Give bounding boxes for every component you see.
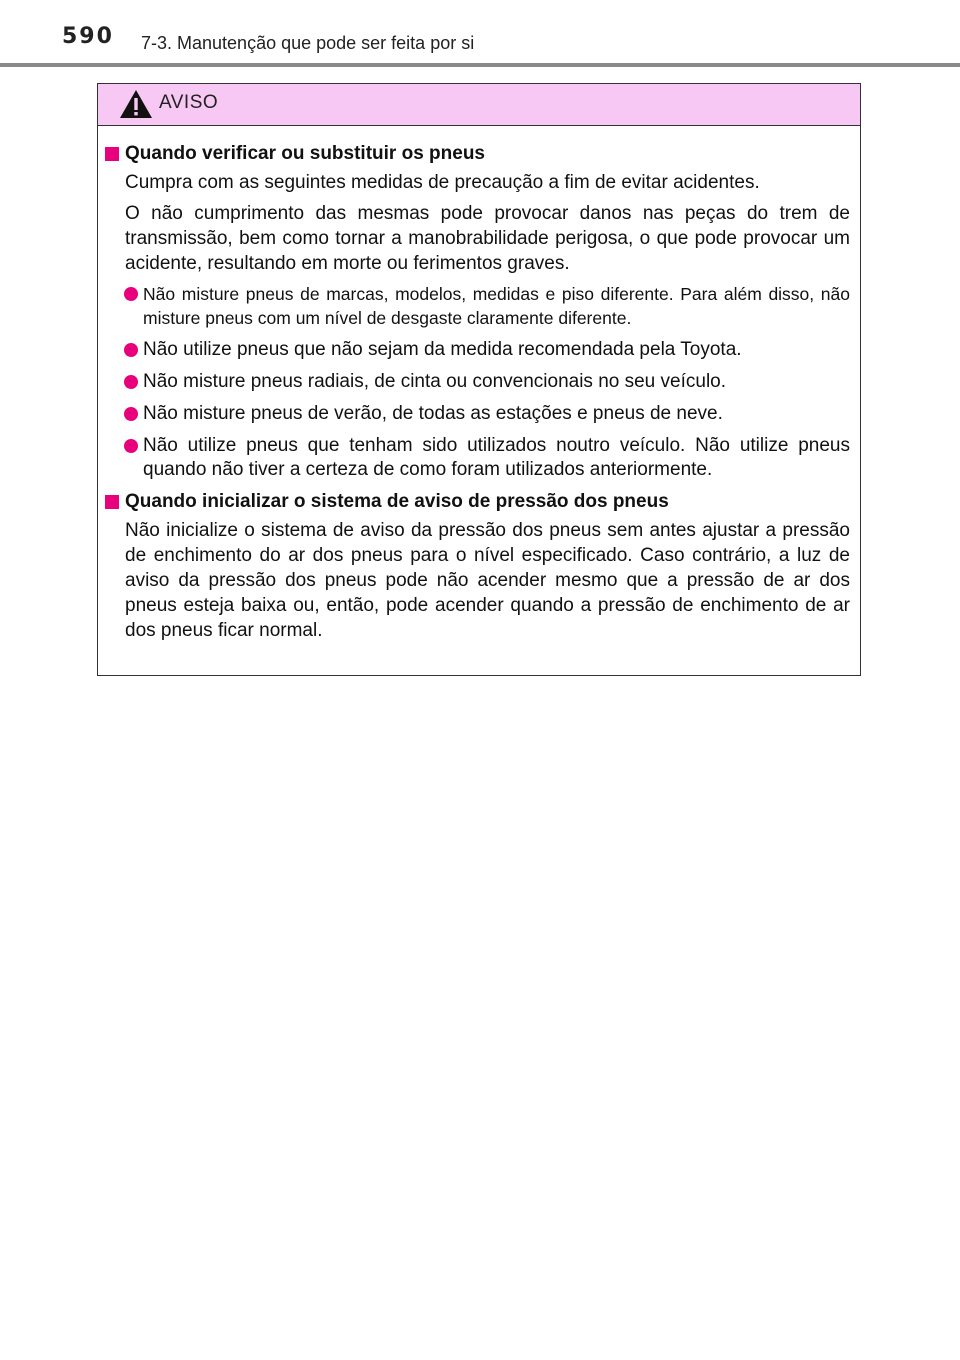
list-item-text: Não misture pneus de verão, de todas as estações e pneus de neve. <box>143 403 723 424</box>
circle-bullet-icon <box>124 439 138 453</box>
paragraph: O não cumprimento das mesmas pode provocar danos nas peças do trem de transmissão, bem como tornar a manobrabilidade perigosa, o que pode provocar um acidente, resultando em morte ou ferimentos graves. <box>125 203 850 274</box>
circle-bullet-icon <box>124 375 138 389</box>
paragraph: Não inicialize o sistema de aviso da pressão dos pneus sem antes ajustar a pressão de enchimento do ar dos pneus para o nível especificado. Caso contrário, a luz de aviso da pressão dos pneus pode não acender mesmo que a pressão de ar dos pneus esteja baixa ou, então, pode acender quando a pressão de enchimento de ar dos pneus ficar normal. <box>125 520 850 641</box>
list-item <box>124 370 850 394</box>
circle-bullet-icon <box>124 343 138 357</box>
circle-bullet-icon <box>124 287 138 301</box>
paragraph: Cumpra com as seguintes medidas de precaução a fim de evitar acidentes. <box>125 172 760 193</box>
section-heading-text: Quando inicializar o sistema de aviso de pressão dos pneus <box>125 491 669 512</box>
section-tire-pressure-warning-init <box>105 490 850 643</box>
page-number: 590 <box>62 24 114 49</box>
list-item <box>124 434 850 482</box>
list-item <box>124 402 850 426</box>
list-item-text: Não misture pneus de marcas, modelos, medidas e piso diferente. Para além disso, não misture pneus com um nível de desgaste claramente diferente. <box>143 284 850 328</box>
square-bullet-icon <box>105 495 119 509</box>
section-title: 7-3. Manutenção que pode ser feita por si <box>141 33 475 53</box>
list-item <box>124 282 850 330</box>
section-heading <box>105 490 850 514</box>
list-item-text: Não utilize pneus que não sejam da medida recomendada pela Toyota. <box>143 339 742 360</box>
section-heading-text: Quando verificar ou substituir os pneus <box>125 143 485 164</box>
warning-box <box>97 83 861 676</box>
circle-bullet-icon <box>124 407 138 421</box>
square-bullet-icon <box>105 147 119 161</box>
list-item <box>124 338 850 362</box>
page-header <box>0 0 960 72</box>
section-heading <box>105 142 850 166</box>
warning-title: AVISO <box>159 92 219 113</box>
header-rule <box>0 63 960 67</box>
warning-triangle-icon <box>119 89 153 119</box>
list-item-text: Não misture pneus radiais, de cinta ou convencionais no seu veículo. <box>143 371 727 392</box>
warning-body <box>98 126 860 643</box>
warning-header <box>98 84 860 126</box>
list-item-text: Não utilize pneus que tenham sido utilizados noutro veículo. Não utilize pneus quando não tiver a certeza de como foram utilizados anteriormente. <box>143 435 850 480</box>
section-check-replace-tires <box>105 142 850 482</box>
